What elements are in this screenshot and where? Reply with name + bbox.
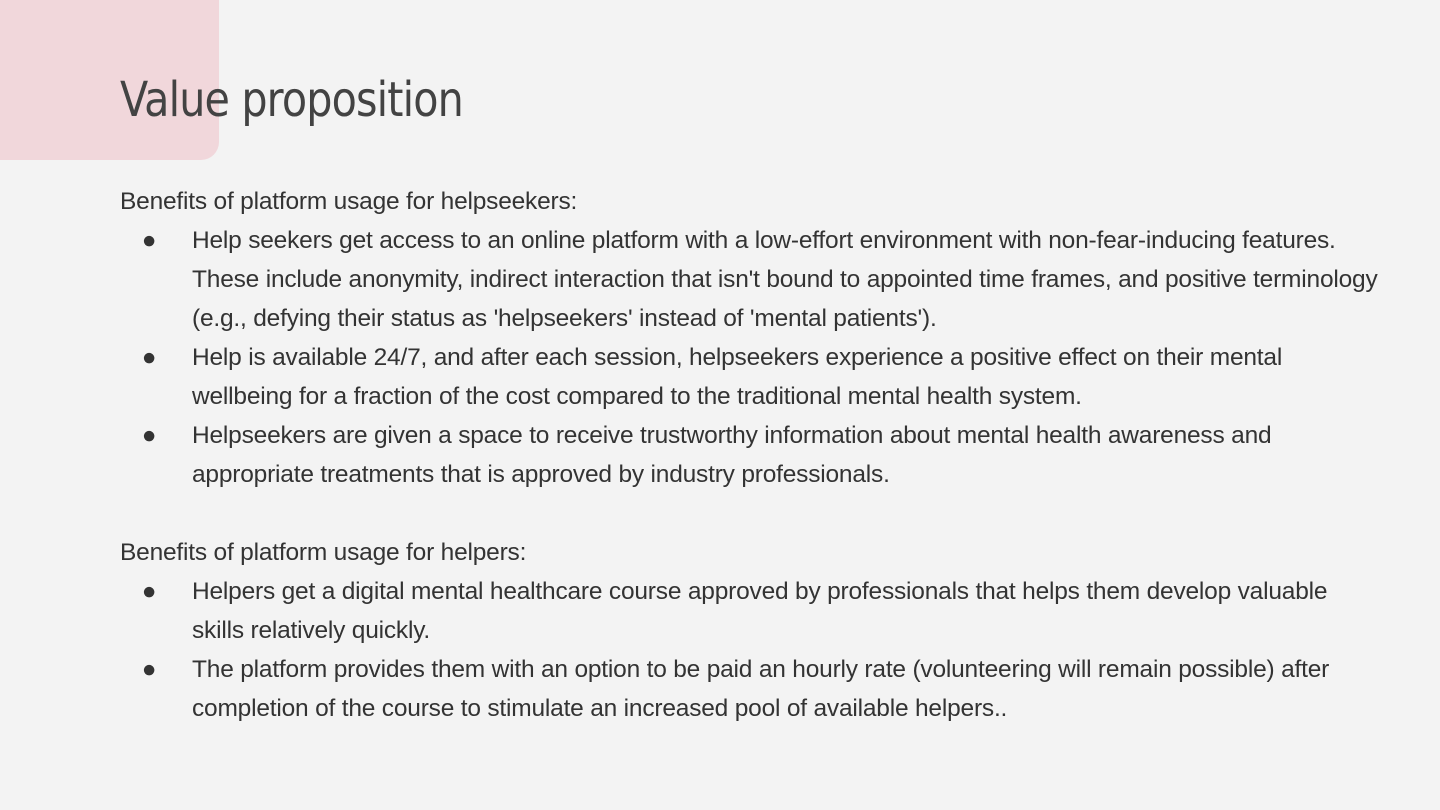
bullet-item [120,650,1380,728]
section-heading-helpers: Benefits of platform usage for helpers: [120,539,527,566]
slide-body [120,182,1380,728]
bullet-list-helpers [120,572,1380,728]
bullet-list-helpseekers [120,221,1380,494]
bullet-text: Helpers get a digital mental healthcare course approved by professionals that helps them develop valuable skills relatively quickly. [192,578,1328,644]
bullet-item [120,416,1380,494]
bullet-text: The platform provides them with an option to be paid an hourly rate (volunteering will remain possible) after completion of the course to stimulate an increased pool of available helpers.. [192,656,1330,722]
bullet-item [120,572,1380,650]
bullet-dot-icon: ● [141,578,157,605]
bullet-text: Help seekers get access to an online platform with a low-effort environment with non-fear-inducing features. These include anonymity, indirect interaction that isn't bound to appointed time frames, and positive terminology (e.g., defying their status as 'helpseekers' instead of 'mental patients'). [192,227,1378,332]
section-heading-helpseekers: Benefits of platform usage for helpseekers: [120,188,578,215]
slide-title: Value proposition [120,72,463,128]
bullet-item [120,338,1380,416]
bullet-item [120,221,1380,338]
bullet-dot-icon: ● [141,656,157,683]
section-spacer [120,494,1380,533]
bullet-dot-icon: ● [141,422,157,449]
bullet-dot-icon: ● [141,344,157,371]
bullet-dot-icon: ● [141,227,157,254]
bullet-text: Help is available 24/7, and after each session, helpseekers experience a positive effect on their mental wellbeing for a fraction of the cost compared to the traditional mental health system. [192,344,1283,410]
bullet-text: Helpseekers are given a space to receive trustworthy information about mental health awareness and appropriate treatments that is approved by industry professionals. [192,422,1272,488]
